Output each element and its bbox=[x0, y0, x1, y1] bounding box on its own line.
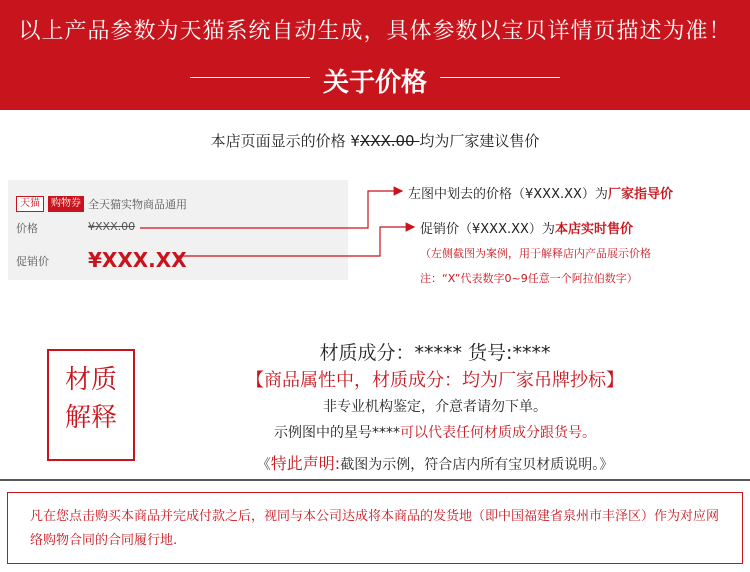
material-box-line2: 解释 bbox=[64, 403, 117, 433]
section-divider bbox=[0, 479, 750, 481]
material-composition-line: 材质成分：***** 货号:**** bbox=[319, 342, 551, 364]
promo-price-value: ¥XXX.XX bbox=[88, 248, 187, 272]
annotation-digit-note: 注：“X”代表数字0~9任意一个阿拉伯数字） bbox=[420, 272, 638, 285]
arrow-list-price bbox=[140, 191, 402, 228]
arrow-promo-price bbox=[178, 227, 414, 256]
declaration-label: 特此声明: bbox=[270, 454, 341, 473]
guide-price-label: 厂家指导价 bbox=[607, 187, 673, 202]
material-attribute-note: 【商品属性中，材质成分：均为厂家吊牌抄标】 bbox=[246, 370, 624, 391]
coupon-tagline: 全天猫实物商品通用 bbox=[88, 198, 187, 211]
banner-title: 关于价格 bbox=[322, 68, 427, 98]
coupon-tag: 购物券 bbox=[48, 196, 84, 212]
material-disclaimer: 非专业机构鉴定，介意者请勿下单。 bbox=[323, 399, 547, 415]
annotation-list-price: 左图中划去的价格（¥XXX.XX）为厂家指导价 bbox=[408, 187, 673, 202]
notice-prefix: 本店页面显示的价格 ¥ bbox=[210, 132, 360, 150]
tmall-tag: 天猫 bbox=[16, 196, 44, 212]
material-declaration: 《特此声明:截图为示例，符合店内所有宝贝材质说明。》 bbox=[256, 454, 614, 473]
legal-jurisdiction-notice: 凡在您点击购买本商品并完成付款之后，视同与本公司达成将本商品的发货地（即中国福建省泉州市丰泽区）作为对应网络购物合同的合同履行地. bbox=[7, 492, 743, 564]
banner-disclaimer: 以上产品参数为天猫系统自动生成，具体参数以宝贝详情页描述为准！ bbox=[18, 19, 732, 44]
annotation-example-note: （左侧截图为案例，用于解释店内产品展示价格 bbox=[420, 247, 651, 260]
notice-suffix: 均为厂家建议售价 bbox=[419, 132, 540, 150]
material-box-line1: 材质 bbox=[64, 365, 117, 395]
material-asterisk-note: 示例图中的星号****可以代表任何材质成分跟货号。 bbox=[274, 425, 596, 441]
promo-price-label: 促销价 bbox=[16, 255, 49, 268]
notice-strike-price: XXX.00 bbox=[359, 132, 420, 150]
list-price-value: ¥XXX.00 bbox=[88, 220, 136, 233]
annotation-promo-price: 促销价（¥XXX.XX）为本店实时售价 bbox=[420, 222, 633, 237]
list-price-label: 价格 bbox=[16, 222, 38, 235]
realtime-price-label: 本店实时售价 bbox=[554, 222, 633, 237]
